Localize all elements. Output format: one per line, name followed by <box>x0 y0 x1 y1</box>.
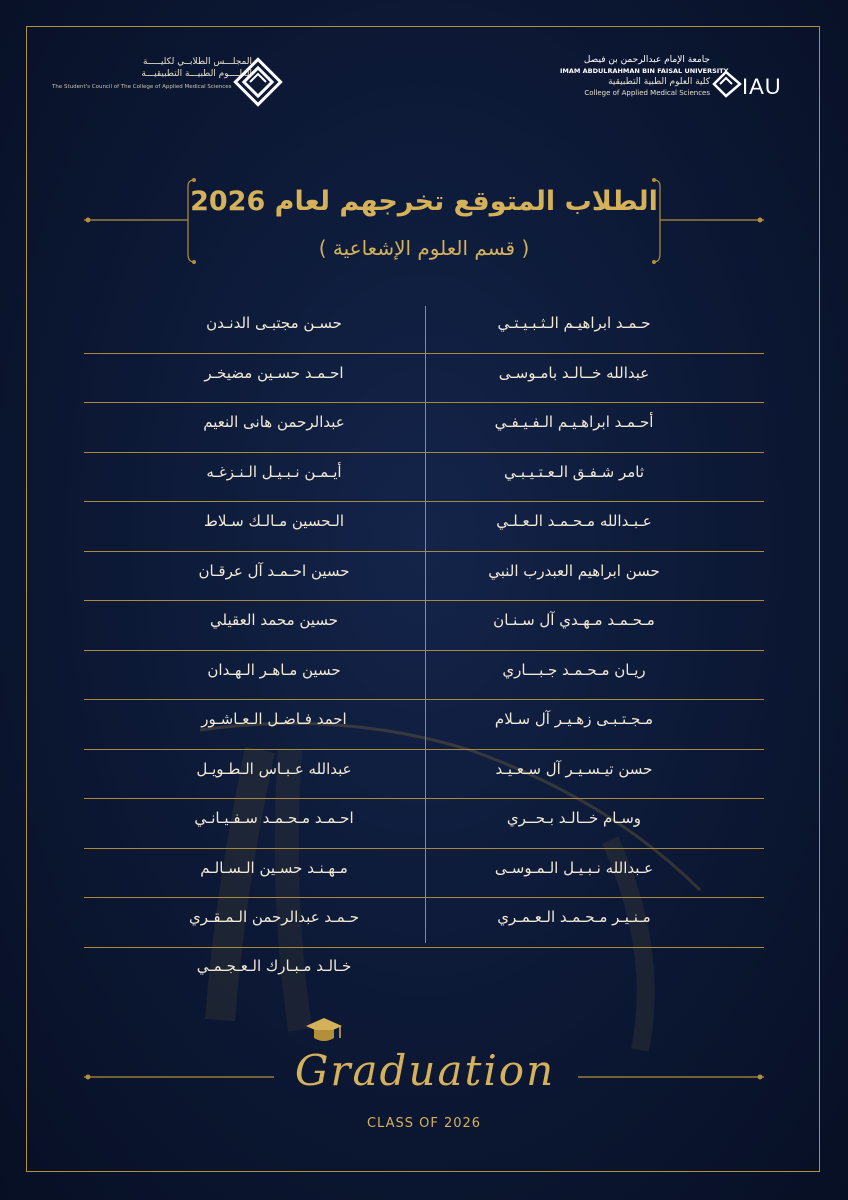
university-name-en: IMAM ABDULRAHMAN BIN FAISAL UNIVERSITY <box>560 67 729 75</box>
student-name-left: مـهـنـد حسـين الـسـالـم <box>200 858 348 877</box>
student-name-left: عبدالله عـبـاس الـطـويـل <box>196 759 352 778</box>
student-name-right: مـجـتـبـى زهـيـر آل سـلام <box>494 710 654 728</box>
student-row <box>84 453 764 503</box>
student-row <box>84 601 764 651</box>
student-row <box>84 403 764 453</box>
council-name-en: The Student's Council of The College of Applied Medical Sciences <box>52 84 232 90</box>
student-row <box>84 898 764 948</box>
student-name-right: عـبدالله نـبـيـل الـمـوسـى <box>494 858 654 877</box>
university-logo <box>560 52 800 112</box>
student-row <box>84 700 764 750</box>
student-row <box>84 304 764 354</box>
student-row <box>84 354 764 404</box>
student-name-right: عـبـدالله مـحـمـد الـعـلـي <box>496 512 652 530</box>
student-council-name <box>52 56 252 90</box>
student-council-logo <box>52 52 342 112</box>
page-title: الطلاب المتوقع تخرجهم لعام 2026 <box>190 186 658 217</box>
university-abbreviation: IAU <box>742 74 782 99</box>
student-name-left: عبدالرحمن هانى النعيم <box>203 413 345 431</box>
student-name-right: مـنـيـر مـحـمـد الـعـمـري <box>497 908 651 926</box>
class-of-label: CLASS OF 2026 <box>366 1116 482 1131</box>
student-name-left: حسين مـاهـر الـهـدان <box>207 660 341 679</box>
department-subtitle: ( قسم العلوم الإشعاعية ) <box>318 236 530 260</box>
council-name-ar-line1: المجلـــس الطلابــي لكليـــــة <box>142 57 252 67</box>
student-row <box>84 799 764 849</box>
last-student-name: خـالـد مـبـارك الـعـجـمـي <box>196 957 352 975</box>
student-name-left: حسين محمد العقيلي <box>210 611 338 629</box>
student-name-left: حسين احـمـد آل عرقـان <box>198 561 350 580</box>
student-row <box>84 552 764 602</box>
university-name <box>560 54 729 98</box>
council-name-ar-line2: العلــــوم الطبيـــة التطبيقيـــة <box>141 69 252 79</box>
student-list <box>84 304 764 948</box>
student-name-right: ريـان مـحـمـد جـبـــاري <box>502 660 646 679</box>
student-name-right: عبدالله خــالـد بامـوسـى <box>498 363 650 382</box>
graduation-script: Graduation <box>294 1046 556 1095</box>
student-name-right: مـحـمـد مـهـدي آل سـنـان <box>493 611 655 629</box>
university-name-ar: جامعة الإمام عبدالرحمن بن فيصل <box>583 55 710 65</box>
student-name-left: احمد فـاضـل الـعـاشـور <box>201 710 347 728</box>
council-emblem-icon <box>228 52 288 112</box>
student-name-left: الـحسين مـالـك سـلاط <box>203 512 345 530</box>
student-name-right: حسن تيـسـيـر آل سـعـيـد <box>495 759 653 778</box>
column-divider <box>425 306 426 943</box>
student-name-right: أحـمـد ابراهـيـم الـفـيـفـي <box>494 413 654 431</box>
student-name-left: أيـمـن نـبـيـل الـنـزغـه <box>206 462 342 481</box>
student-name-left: حسـن مجتبـى الدنـدن <box>206 314 342 332</box>
student-name-right: وسـام خــالـد بـحــري <box>506 809 642 827</box>
student-row <box>84 651 764 701</box>
student-row <box>84 849 764 899</box>
college-name-en: College of Applied Medical Sciences <box>584 89 710 97</box>
student-name-left: احـمـد حسـين مضيخـر <box>204 363 344 382</box>
student-row <box>84 750 764 800</box>
college-name-ar: كلية العلوم الطبية التطبيقية <box>608 77 710 87</box>
student-name-left: حـمـد عبدالرحمن الـمـقـري <box>188 908 360 926</box>
student-row <box>84 502 764 552</box>
student-name-right: حسن ابراهيم العبدرب النبي <box>488 561 660 580</box>
student-name-right: ثامر شـفـق الـعـتـيـبـي <box>503 462 645 481</box>
graduation-cap-icon <box>302 1014 346 1046</box>
student-name-left: احـمـد مـحـمـد سـفـيـانـي <box>194 809 354 827</box>
student-name-right: حـمـد ابراهيـم الـثـبـيـتـي <box>497 314 651 332</box>
